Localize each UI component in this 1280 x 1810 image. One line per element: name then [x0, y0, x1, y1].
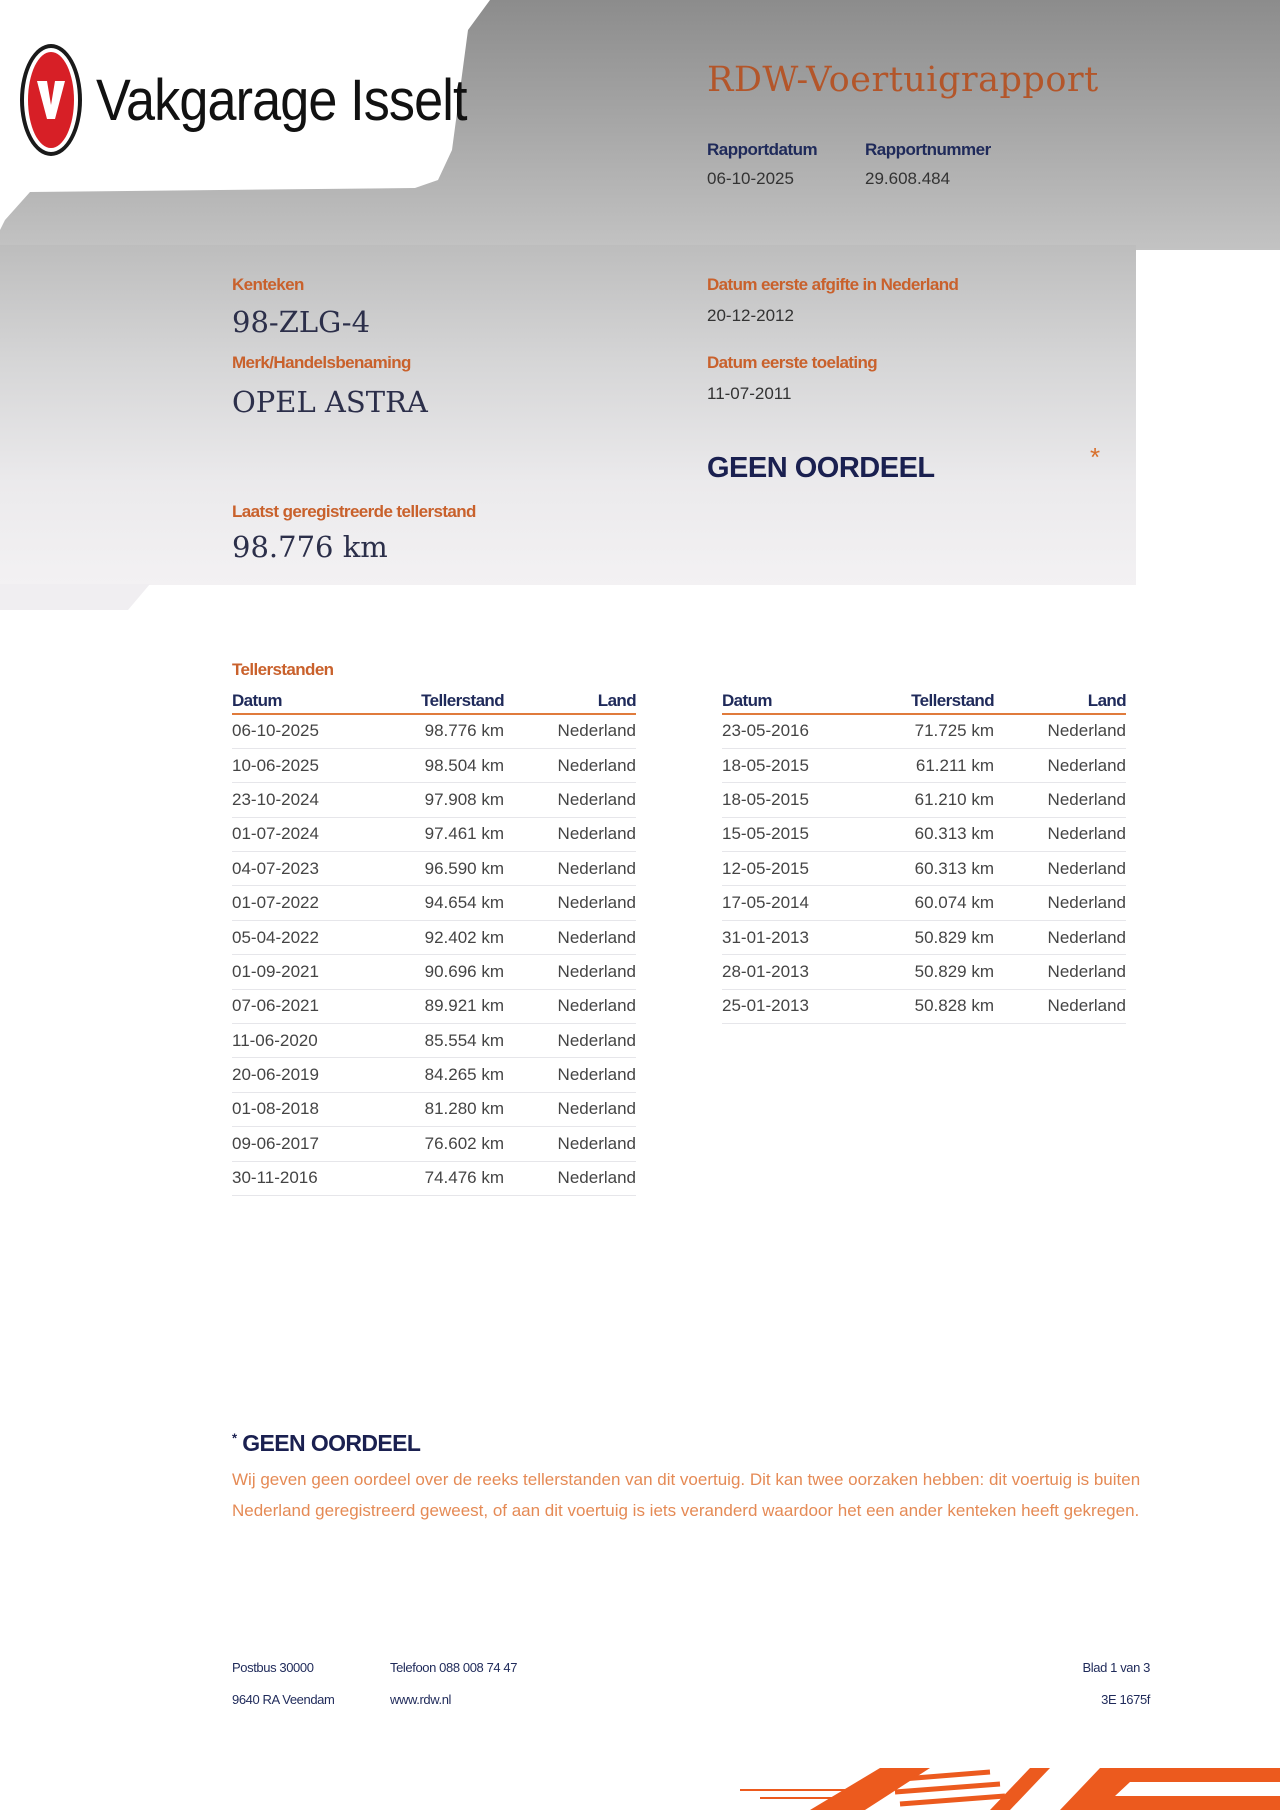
row-country: Nederland [504, 852, 636, 886]
row-country: Nederland [504, 989, 636, 1023]
row-date: 15-05-2015 [722, 817, 852, 851]
table-row [232, 989, 636, 1023]
row-country: Nederland [504, 1058, 636, 1092]
row-odometer: 85.554 km [362, 1024, 504, 1058]
table-row [232, 1092, 636, 1126]
row-date: 18-05-2015 [722, 748, 852, 782]
table-row [722, 817, 1126, 851]
verdict-asterisk: * [1090, 442, 1101, 472]
vehicle-info-panel-tail [0, 584, 150, 610]
table-row [232, 817, 636, 851]
row-odometer: 60.313 km [852, 817, 994, 851]
row-date: 20-06-2019 [232, 1058, 362, 1092]
note-asterisk: * [232, 1430, 237, 1446]
row-odometer: 74.476 km [362, 1161, 504, 1195]
row-date: 01-09-2021 [232, 955, 362, 989]
row-date: 10-06-2025 [232, 748, 362, 782]
odometer-table-left [232, 688, 636, 1196]
table-row [232, 714, 636, 748]
col-header-date: Datum [232, 688, 362, 714]
row-country: Nederland [994, 852, 1126, 886]
v-mark-icon [34, 75, 68, 125]
row-odometer: 60.313 km [852, 852, 994, 886]
table-row [232, 748, 636, 782]
row-date: 25-01-2013 [722, 989, 852, 1023]
row-country: Nederland [504, 817, 636, 851]
table-row [232, 1024, 636, 1058]
footer-phone: Telefoon 088 008 74 47 [390, 1660, 518, 1675]
row-odometer: 50.829 km [852, 955, 994, 989]
row-date: 07-06-2021 [232, 989, 362, 1023]
row-odometer: 97.908 km [362, 783, 504, 817]
row-country: Nederland [504, 1161, 636, 1195]
row-country: Nederland [504, 955, 636, 989]
row-odometer: 84.265 km [362, 1058, 504, 1092]
verdict: GEEN OORDEEL [707, 452, 935, 484]
row-country: Nederland [994, 955, 1126, 989]
row-odometer: 96.590 km [362, 852, 504, 886]
first-admission-label: Datum eerste toelating [707, 353, 878, 372]
row-country: Nederland [504, 886, 636, 920]
footer-page-number: Blad 1 van 3 [1082, 1660, 1150, 1675]
company-name: Vakgarage Isselt [96, 67, 467, 133]
table-row [722, 783, 1126, 817]
table-row [232, 783, 636, 817]
row-odometer: 76.602 km [362, 1127, 504, 1161]
row-odometer: 61.210 km [852, 783, 994, 817]
first-nl-date: 20-12-2012 [707, 306, 794, 325]
brand-label: Merk/Handelsbenaming [232, 353, 411, 372]
row-date: 31-01-2013 [722, 920, 852, 954]
row-date: 23-05-2016 [722, 714, 852, 748]
table-row [232, 1127, 636, 1161]
table-row [722, 920, 1126, 954]
table-row [232, 955, 636, 989]
plate-label: Kenteken [232, 275, 304, 294]
row-odometer: 50.829 km [852, 920, 994, 954]
row-country: Nederland [504, 1024, 636, 1058]
table-row [722, 955, 1126, 989]
note-title-text: GEEN OORDEEL [242, 1430, 421, 1456]
table-row [722, 886, 1126, 920]
table-row [232, 920, 636, 954]
footer-code: 3E 1675f [1101, 1692, 1150, 1707]
last-odometer-value: 98.776 km [232, 530, 388, 564]
note-title [232, 1430, 420, 1457]
row-date: 09-06-2017 [232, 1127, 362, 1161]
row-date: 23-10-2024 [232, 783, 362, 817]
row-odometer: 71.725 km [852, 714, 994, 748]
row-odometer: 60.074 km [852, 886, 994, 920]
row-date: 01-07-2022 [232, 886, 362, 920]
row-country: Nederland [994, 817, 1126, 851]
row-odometer: 89.921 km [362, 989, 504, 1023]
table-row [722, 989, 1126, 1023]
col-header-date: Datum [722, 688, 852, 714]
report-number: 29.608.484 [865, 169, 951, 188]
row-date: 12-05-2015 [722, 852, 852, 886]
row-date: 05-04-2022 [232, 920, 362, 954]
report-title: RDW-Voertuigrapport [707, 60, 1099, 100]
table-row [232, 852, 636, 886]
odometer-section-title: Tellerstanden [232, 660, 334, 679]
row-odometer: 61.211 km [852, 748, 994, 782]
license-plate: 98-ZLG-4 [232, 305, 371, 339]
row-country: Nederland [504, 920, 636, 954]
row-odometer: 94.654 km [362, 886, 504, 920]
table-row [232, 1161, 636, 1195]
row-odometer: 81.280 km [362, 1092, 504, 1126]
col-header-odometer: Tellerstand [852, 688, 994, 714]
vehicle-info-panel [0, 245, 1136, 585]
note-text: Wij geven geen oordeel over de reeks tellerstanden van dit voertuig. Dit kan twee oorzaken hebben: dit voertuig is buiten Nederland geregistreerd geweest, of aan dit voertuig is iets veranderd waardoor het een ander kenteken heeft gekregen. [232, 1470, 1141, 1520]
row-country: Nederland [994, 886, 1126, 920]
logo-badge-icon [20, 44, 82, 156]
row-date: 18-05-2015 [722, 783, 852, 817]
table-row [722, 714, 1126, 748]
company-logo [20, 44, 508, 156]
row-odometer: 97.461 km [362, 817, 504, 851]
row-country: Nederland [994, 748, 1126, 782]
row-country: Nederland [994, 783, 1126, 817]
table-row [232, 1058, 636, 1092]
row-country: Nederland [504, 748, 636, 782]
table-row [722, 748, 1126, 782]
col-header-country: Land [504, 688, 636, 714]
row-date: 04-07-2023 [232, 852, 362, 886]
row-country: Nederland [504, 783, 636, 817]
vehicle-brand: OPEL ASTRA [232, 385, 428, 419]
footer-city: 9640 RA Veendam [232, 1692, 335, 1707]
footer-postbus: Postbus 30000 [232, 1660, 314, 1675]
table-row [232, 886, 636, 920]
row-odometer: 90.696 km [362, 955, 504, 989]
row-country: Nederland [994, 920, 1126, 954]
col-header-odometer: Tellerstand [362, 688, 504, 714]
rdw-stripes-logo-icon [730, 1758, 1280, 1810]
report-number-label: Rapportnummer [865, 140, 991, 159]
first-nl-label: Datum eerste afgifte in Nederland [707, 275, 959, 294]
row-odometer: 98.776 km [362, 714, 504, 748]
odometer-table-right [722, 688, 1126, 1024]
row-date: 30-11-2016 [232, 1161, 362, 1195]
row-country: Nederland [504, 714, 636, 748]
row-date: 28-01-2013 [722, 955, 852, 989]
row-date: 01-07-2024 [232, 817, 362, 851]
col-header-country: Land [994, 688, 1126, 714]
row-country: Nederland [504, 1127, 636, 1161]
row-country: Nederland [994, 714, 1126, 748]
report-date: 06-10-2025 [707, 169, 794, 188]
report-date-label: Rapportdatum [707, 140, 818, 159]
row-country: Nederland [994, 989, 1126, 1023]
row-odometer: 92.402 km [362, 920, 504, 954]
row-date: 11-06-2020 [232, 1024, 362, 1058]
row-date: 01-08-2018 [232, 1092, 362, 1126]
row-odometer: 98.504 km [362, 748, 504, 782]
row-date: 06-10-2025 [232, 714, 362, 748]
last-odometer-label: Laatst geregistreerde tellerstand [232, 502, 476, 521]
row-odometer: 50.828 km [852, 989, 994, 1023]
first-admission-date: 11-07-2011 [707, 384, 792, 403]
table-row [722, 852, 1126, 886]
row-date: 17-05-2014 [722, 886, 852, 920]
row-country: Nederland [504, 1092, 636, 1126]
footer-website[interactable]: www.rdw.nl [390, 1692, 452, 1707]
